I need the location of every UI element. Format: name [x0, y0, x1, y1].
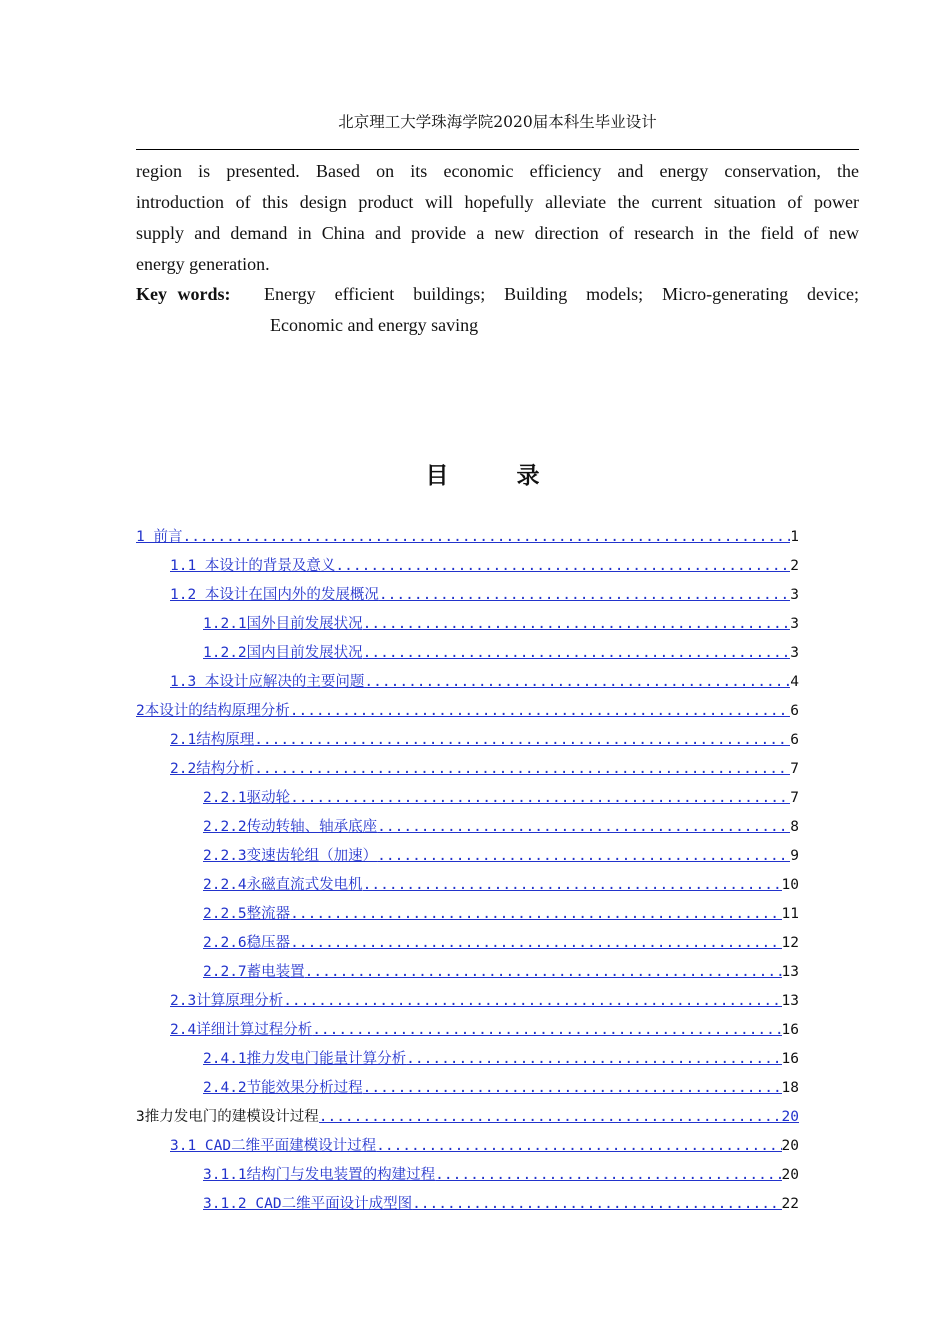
toc-link[interactable]: [170, 755, 790, 784]
abstract-line: region is presented. Based on its economic efficiency and energy conservation, the: [136, 161, 859, 181]
toc-leader-dots: [305, 958, 782, 987]
toc-leader-dots: [377, 813, 790, 842]
toc-page-number: 20: [781, 1109, 799, 1125]
toc-entry[interactable]: [136, 755, 799, 784]
toc-entry-label: 2.2.4永磁直流式发电机: [203, 877, 363, 893]
toc-leader-dots: [364, 668, 790, 697]
toc-entry[interactable]: [136, 523, 799, 552]
toc-page-number: 7: [790, 761, 799, 777]
toc-entry-line: [203, 639, 799, 668]
toc-leader-dots: [363, 1074, 782, 1103]
toc-leader-dots: [377, 842, 790, 871]
toc-leader-dots: [335, 552, 790, 581]
toc-entry-line: [170, 1132, 799, 1161]
toc-leader-dots: [283, 987, 781, 1016]
toc-leader-dots: [435, 1161, 781, 1190]
toc-leader-dots: [290, 697, 791, 726]
toc-page-number: 20: [781, 1138, 799, 1154]
toc-entry-line: [203, 1074, 799, 1103]
toc-entry-label: 2.2.5整流器: [203, 906, 291, 922]
toc-entry-line: [136, 697, 799, 726]
toc-entry-label: 3.1 CAD二维平面建模设计过程: [170, 1138, 377, 1154]
toc-entry[interactable]: [136, 610, 799, 639]
toc-page-number: 10: [781, 877, 799, 893]
toc-entry-line: [203, 610, 799, 639]
toc-entry-label: 2.2.7蓄电装置: [203, 964, 305, 980]
toc-entry-line: [203, 784, 799, 813]
toc-entry-label: 3.1.1结构门与发电装置的构建过程: [203, 1167, 436, 1183]
toc-leader-dots: [290, 900, 781, 929]
toc-page-number: 3: [790, 587, 799, 603]
running-header: 北京理工大学珠海学院2020届本科生毕业设计: [338, 113, 657, 131]
toc-entry[interactable]: [136, 1103, 799, 1132]
toc-link[interactable]: [203, 639, 790, 668]
toc-entry-label: 1.2.2国内目前发展状况: [203, 645, 363, 661]
abstract-line: energy generation.: [136, 254, 270, 274]
toc-entry[interactable]: [136, 813, 799, 842]
toc-entry[interactable]: [136, 929, 799, 958]
toc-entry[interactable]: [136, 958, 799, 987]
toc-entry[interactable]: [136, 1016, 799, 1045]
toc-leader-dots: [182, 523, 790, 552]
toc-entry-label: 2.2结构分析: [170, 761, 255, 777]
toc-page-number: 9: [790, 848, 799, 864]
toc-link[interactable]: [203, 1045, 782, 1074]
toc-link[interactable]: [170, 1132, 782, 1161]
toc-link[interactable]: [170, 581, 790, 610]
toc-link[interactable]: [203, 842, 790, 871]
toc-leader-dots: [312, 1016, 781, 1045]
abstract-line: supply and demand in China and provide a new direction of research in the field of new: [136, 223, 859, 243]
toc-entry-line: [203, 813, 799, 842]
toc-page-number: 6: [790, 732, 799, 748]
toc-entry[interactable]: [136, 842, 799, 871]
toc-leader-dots: [379, 581, 790, 610]
table-of-contents: [136, 523, 799, 1219]
toc-page-number: 3: [790, 616, 799, 632]
toc-leader-dots: [319, 1103, 782, 1132]
toc-leader-dots: [363, 610, 791, 639]
toc-leader-dots: [412, 1190, 781, 1219]
toc-entry-label: 1 前言: [136, 529, 183, 545]
toc-entry[interactable]: [136, 697, 799, 726]
toc-leader-dots: [254, 755, 790, 784]
toc-entry[interactable]: [136, 1190, 799, 1219]
toc-page-number: 13: [781, 964, 799, 980]
toc-link[interactable]: [203, 784, 790, 813]
toc-page-number: 3: [790, 645, 799, 661]
toc-leader-dots: [290, 784, 790, 813]
toc-link[interactable]: [203, 900, 782, 929]
toc-entry-line: [203, 900, 799, 929]
toc-entry-label: 2.4详细计算过程分析: [170, 1022, 313, 1038]
toc-entry-label: 3推力发电门的建模设计过程: [136, 1109, 319, 1125]
toc-link[interactable]: [203, 929, 782, 958]
toc-entry-line: [203, 1190, 799, 1219]
toc-entry[interactable]: [136, 1161, 799, 1190]
toc-leader-dots: [363, 871, 782, 900]
toc-leader-dots: [363, 639, 791, 668]
toc-page-number: 6: [790, 703, 799, 719]
toc-entry-line: [203, 1161, 799, 1190]
toc-entry-line: [170, 1016, 799, 1045]
toc-entry-label: 2.4.2节能效果分析过程: [203, 1080, 363, 1096]
keywords-text: Energy efficient buildings; Building models; Micro-generating device;: [264, 284, 859, 304]
header-rule: [136, 149, 859, 150]
toc-entry[interactable]: [136, 726, 799, 755]
toc-entry[interactable]: [136, 987, 799, 1016]
toc-link[interactable]: [203, 1190, 782, 1219]
toc-entry-label: 3.1.2 CAD二维平面设计成型图: [203, 1196, 413, 1212]
toc-page-number: 13: [781, 993, 799, 1009]
toc-page-number: 12: [781, 935, 799, 951]
toc-page-number: 22: [781, 1196, 799, 1212]
toc-page-number: 8: [790, 819, 799, 835]
toc-entry-label: 2.2.2传动转轴、轴承底座: [203, 819, 378, 835]
toc-entry[interactable]: [136, 784, 799, 813]
toc-leader-dots: [254, 726, 790, 755]
toc-page-number: 20: [781, 1167, 799, 1183]
abstract-line: introduction of this design product will hopefully alleviate the current situation of power: [136, 192, 859, 212]
toc-entry-label: 1.1 本设计的背景及意义: [170, 558, 336, 574]
toc-link[interactable]: [203, 813, 790, 842]
keywords-label: Key words:: [136, 284, 231, 304]
toc-entry-line: [170, 755, 799, 784]
toc-entry-label: 2.2.3变速齿轮组（加速）: [203, 848, 378, 864]
toc-page-number: 18: [781, 1080, 799, 1096]
toc-entry[interactable]: [136, 1074, 799, 1103]
toc-link[interactable]: [203, 871, 782, 900]
toc-entry[interactable]: [136, 668, 799, 697]
toc-link[interactable]: [170, 1016, 782, 1045]
toc-entry-label: 2.3计算原理分析: [170, 993, 284, 1009]
toc-entry-label: 1.3 本设计应解决的主要问题: [170, 674, 365, 690]
keywords-text-continued: Economic and energy saving: [270, 315, 479, 335]
toc-entry-label: 2本设计的结构原理分析: [136, 703, 290, 719]
toc-leader-dots: [406, 1045, 781, 1074]
toc-entry[interactable]: [136, 639, 799, 668]
toc-page-number: 11: [781, 906, 799, 922]
toc-page-number: 1: [790, 529, 799, 545]
toc-entry-line: [170, 581, 799, 610]
toc-entry-line: [136, 1103, 799, 1132]
toc-entry-line: [136, 523, 799, 552]
toc-entry-line: [203, 958, 799, 987]
toc-entry[interactable]: [136, 900, 799, 929]
toc-link[interactable]: [203, 1161, 782, 1190]
toc-entry-line: [203, 1045, 799, 1074]
toc-entry-line: [170, 552, 799, 581]
toc-link[interactable]: [170, 987, 782, 1016]
toc-link[interactable]: [170, 552, 790, 581]
toc-link[interactable]: [136, 1103, 782, 1132]
toc-link[interactable]: [203, 1074, 782, 1103]
toc-entry[interactable]: [136, 871, 799, 900]
toc-entry-label: 2.4.1推力发电门能量计算分析: [203, 1051, 407, 1067]
toc-link[interactable]: [136, 697, 790, 726]
toc-page-number: 16: [781, 1051, 799, 1067]
keywords-row: [136, 279, 859, 310]
toc-leader-dots: [290, 929, 781, 958]
toc-entry-line: [170, 668, 799, 697]
abstract-paragraph: [136, 156, 859, 280]
toc-page-number: 7: [790, 790, 799, 806]
toc-entry-label: 2.1结构原理: [170, 732, 255, 748]
toc-leader-dots: [376, 1132, 781, 1161]
toc-entry-line: [203, 871, 799, 900]
toc-link[interactable]: [203, 610, 790, 639]
toc-entry-label: 1.2.1国外目前发展状况: [203, 616, 363, 632]
toc-page-number: 16: [781, 1022, 799, 1038]
toc-page-number: 2: [790, 558, 799, 574]
toc-entry[interactable]: [136, 1132, 799, 1161]
toc-entry[interactable]: [136, 1045, 799, 1074]
keywords-block: [136, 279, 859, 341]
toc-entry[interactable]: [136, 552, 799, 581]
toc-entry-line: [203, 929, 799, 958]
toc-entry-label: 2.2.1驱动轮: [203, 790, 291, 806]
toc-link[interactable]: [170, 726, 790, 755]
toc-link[interactable]: [170, 668, 790, 697]
toc-link[interactable]: [136, 523, 790, 552]
toc-entry-line: [203, 842, 799, 871]
toc-entry-label: 2.2.6稳压器: [203, 935, 291, 951]
toc-title: 目 录: [425, 462, 570, 489]
toc-page-number: 4: [790, 674, 799, 690]
toc-entry-label: 1.2 本设计在国内外的发展概况: [170, 587, 379, 603]
toc-entry-line: [170, 987, 799, 1016]
toc-entry-line: [170, 726, 799, 755]
toc-entry[interactable]: [136, 581, 799, 610]
toc-link[interactable]: [203, 958, 782, 987]
